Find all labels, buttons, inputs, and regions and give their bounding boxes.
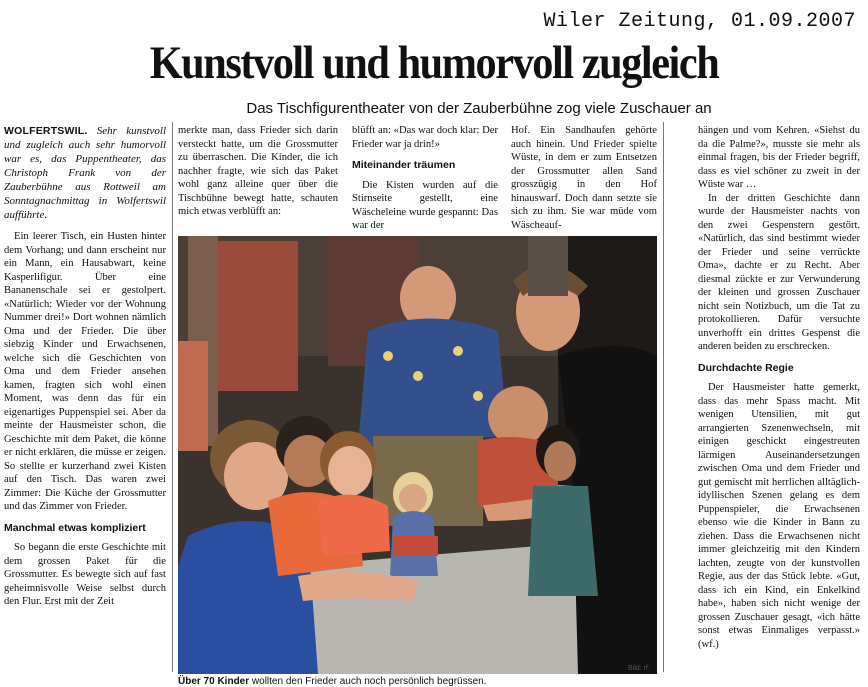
body-paragraph: merkte man, dass Frieder sich darin versteckt hatte, um die Grossmutter zu überraschen. Die Kinder, die ich nachher fragte, wie sich das Paket wohl ganz alleine quer über die Tischbühne bewegt hatte, schauten mich etwas verblüfft an: xyxy=(178,125,338,217)
subheading: Manchmal etwas kompliziert xyxy=(4,521,146,534)
body-paragraph: Ein leerer Tisch, ein Husten hinter dem Vorhang; und dann erscheint nur ein Mann, ein Hausabwart, keine Kasperlifigur. Über eine Bananenschale sei er gestolpert. «Natürlich: Wieder vor der Wohnung Nummer drei!» Dort wohnen nämlich Oma und der Frieder. Die über siebzig Kinder und Erwachsenen, welche sich die Geschichten von Oma und dem Frieder ansehen kamen, fragten sich wohl einen Moment, was denn das für ein eigenartiges Puppenspiel sei. Aber da meinte der Hausmeister schon, die Geschichte mit dem Paket, die könne er nicht erklären, die müsse er zeigen. So stellte er kurzerhand zwei Kisten auf den Tisch. Das waren zwei Zimmer: Die Küche der Grossmutter und das Zimmer von Frieder. xyxy=(4,231,166,512)
article-photo xyxy=(178,236,657,674)
headline: Kunstvoll und humorvoll zugleich xyxy=(149,37,719,89)
masthead-source-date: Wiler Zeitung, 01.09.2007 xyxy=(543,10,856,33)
body-paragraph: Die Kisten wurden auf die Stirnseite gestellt, eine Wäscheleine wurde gespannt: Das war der xyxy=(352,179,498,231)
column-5 xyxy=(698,124,860,651)
subheadline: Das Tischfigurentheater von der Zauberbühne zog viele Zuschauer an xyxy=(246,100,712,117)
column-rule xyxy=(663,122,664,672)
column-3 xyxy=(352,124,498,233)
caption-text: wollten den Frieder auch noch persönlich begrüssen. xyxy=(249,676,487,687)
column-2 xyxy=(178,124,338,219)
body-paragraph: Hof. Ein Sandhaufen gehörte auch hinein. Und Frieder spielte Wüste, in dem er zum Entsetzen der Grossmutter allen Sand grosszügig in den Hof hinauswarf. Doch dann setzte sie sich zu ihm. Sie war müde vom Wäscheauf- xyxy=(511,125,657,231)
photo-caption xyxy=(178,676,657,687)
subheading: Miteinander träumen xyxy=(352,159,456,171)
body-paragraph: Der Hausmeister hatte gemerkt, dass das mehr Spass macht. Mit wenigen Utensilien, mit gut arrangierten Szenenwechseln, mit einigen geschickt eingestreuten lärmigen Auseinandersetzungen zwischen Oma und dem Frieder und gut gemischt mit herrlichen alltäglich-idyllischen Szenen gelang es dem Puppenspieler, die Erwachsenen ebenso wie die Kinder in Bann zu ziehen. Dass die Erwachsenen nicht immer gleichzeitig mit den Kindern lachten, zeugte von der kunstvollen Regie, aus der das Stück lebte. «Gut, dass ich ein Kind, ein Enkelkind habe», haben sich nicht wenige der grossen Zuschauer gesagt, «ich hätte sonst etwas Einmaliges verpasst.» (wf.) xyxy=(698,382,860,650)
column-rule xyxy=(172,122,173,672)
photo-credit: Bild: rf. xyxy=(628,665,650,672)
body-paragraph: So begann die erste Geschichte mit dem grossen Paket für die Grossmutter. Es bewegte sich auf fast geheimnisvolle Weise selbst durch den Flur. Erst mit der Zeit xyxy=(4,542,166,607)
caption-bold: Über 70 Kinder xyxy=(178,676,250,687)
subheading: Durchdachte Regie xyxy=(698,361,794,374)
column-4 xyxy=(511,124,657,232)
dateline: WOLFERTSWIL. xyxy=(4,125,88,137)
body-paragraph: blüfft an: «Das war doch klar: Der Frieder war ja drin!» xyxy=(352,125,498,150)
column-1 xyxy=(4,124,166,609)
body-paragraph: hängen und vom Kehren. «Siehst du da die Palme?», musste sie mehr als einmal fragen, bis der Frieder begriff, dass es viel schöner zu zweit in der Wüste war … xyxy=(698,125,860,190)
body-paragraph: In der dritten Geschichte dann wurde der Hausmeister nachts von den zwei Gespenstern gestört. «Natürlich, das sind bestimmt wieder der Frieder und seine verrückte Oma», dachte er zu Recht. Aber diesmal zückte er zur Verwunderung der kleinen und grossen Zuschauer nicht sein Notizbuch, um die Tat zu protokollieren. Dafür versuchte unverhofft ein drittes Gespenst die anderen beiden zu erschrecken. xyxy=(698,192,860,352)
lead-paragraph: WOLFERTSWIL. Sehr kunstvoll und zugleich auch sehr humorvoll war es, das Puppentheater, das Christoph Frank von der Zauberbühne aus Rottweil am Sonntagnachmittag in Wolfertswil aufführte. xyxy=(4,125,166,221)
